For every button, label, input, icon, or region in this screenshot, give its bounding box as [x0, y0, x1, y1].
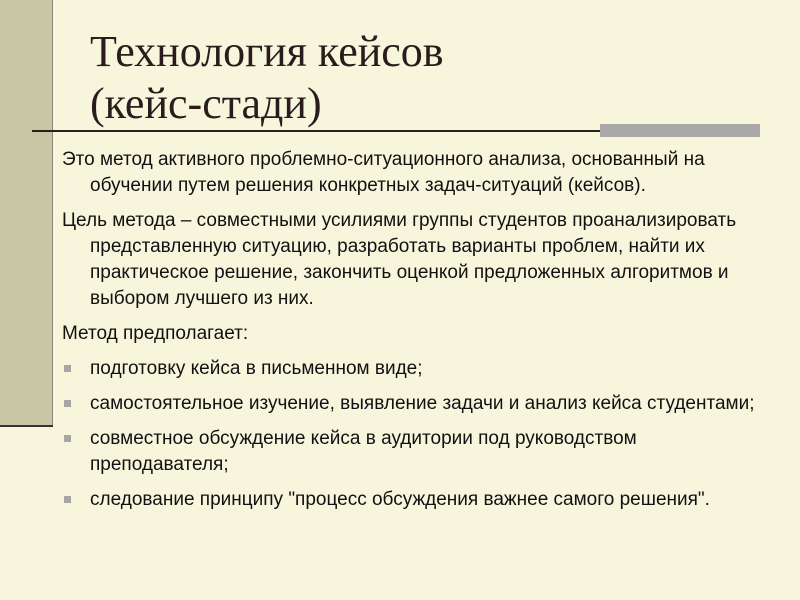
square-bullet-icon: [64, 435, 71, 442]
list-item: [62, 391, 762, 417]
list-item-text: подготовку кейса в письменном виде;: [90, 358, 423, 379]
list-item-text: самостоятельное изучение, выявление задачи и анализ кейса студентами;: [90, 393, 755, 414]
square-bullet-icon: [64, 496, 71, 503]
list-item: [62, 356, 762, 382]
list-item-text: следование принципу "процесс обсуждения важнее самого решения".: [90, 489, 710, 510]
list-item-text: совместное обсуждение кейса в аудитории под руководством преподавателя;: [90, 428, 637, 475]
slide-title: [90, 26, 770, 130]
list-item: [62, 426, 762, 478]
list-item: [62, 487, 762, 513]
slide-title-line-2: (кейс-стади): [90, 79, 322, 128]
left-band-edge: [52, 0, 53, 426]
slide-title-line-1: Технология кейсов: [90, 27, 444, 76]
left-band-bottom-line: [0, 425, 53, 427]
definition-paragraph: Это метод активного проблемно-ситуационного анализа, основанный на обучении путем решения конкретных задач-ситуаций (кейсов).: [62, 149, 705, 196]
title-divider-accent-bar: [600, 124, 760, 137]
left-decorative-band: [0, 0, 52, 426]
method-intro-paragraph: Метод предполагает:: [62, 323, 249, 344]
square-bullet-icon: [64, 400, 71, 407]
goal-paragraph: Цель метода – совместными усилиями группы студентов проанализировать представленную ситуацию, разработать варианты проблем, найти их практическое решение, закончить оценкой предложенных алгоритмов и выбором лучшего из них.: [62, 210, 737, 309]
square-bullet-icon: [64, 365, 71, 372]
slide-body: [62, 147, 762, 522]
method-steps-list: [62, 356, 762, 513]
